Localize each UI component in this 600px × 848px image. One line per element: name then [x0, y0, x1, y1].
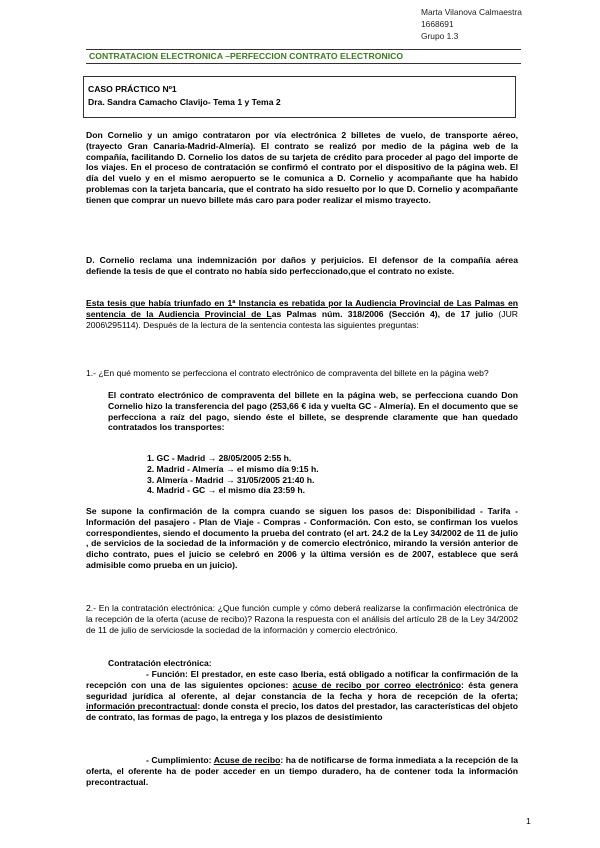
flight-item: 2. Madrid - Almería → el mismo día 9:15 h. — [147, 463, 319, 474]
funcion-paragraph — [86, 669, 518, 723]
cumplimiento-end: : ha de notificarse de forma inmediata a la recepción de la oferta, el oferente ha de poder acceder en un tiempo duradero, ha de contener toda la información precontractual. — [86, 755, 518, 787]
cumplimiento-term: Acuse de recibo — [213, 755, 281, 765]
answer-1: El contrato electrónico de compraventa del billete en la página web, se perfecciona cuando Don Cornelio hizo la transferencia del pago (253,66 € ida y vuelta GC - Almería). En el documento que se perfecciona a raíz del pago, siendo éste el billete, se desprende claramente que han quedado contratados los transportes: — [108, 390, 518, 433]
funcion-lead: - Función: El prestador, en este caso Iberia, está obligado a notificar la confirmación de la recepción con una de las siguientes opciones: — [86, 669, 518, 690]
ruling-paragraph — [86, 298, 518, 330]
confirmation-paragraph: Se supone la confirmación de la compra cuando se siguen los pasos de: Disponibilidad - Tarifa - Información del pasajero - Plan de Viaje - Compras - Conformación. Con esto, se confirman los vuelos correspondientes, siendo el documento la prueba del contrato (el art. 24.2 de la Ley 34/2002 de 11 de julio , de servicios de la sociedad de la información y de comercio electrónico, mirando la versión anterior de dicho contrato, pues el juicio se celebró en 2006 y la última versión es de 2007, establece que será admisible como prueba en un juicio). — [86, 506, 518, 570]
author-name: Marta Vilanova Calmaestra — [421, 7, 522, 17]
funcion-end: : donde consta el precio, los datos del prestador, las características del objeto de contrato, las formas de pago, la entrega y los plazos de desistimiento — [86, 701, 518, 723]
cumplimiento-paragraph — [86, 755, 518, 787]
page-number: 1 — [526, 816, 531, 826]
funcion-option-2: información precontractual — [86, 701, 198, 712]
question-2: 2.- En la contratación electrónica: ¿Que función cumple y cómo deberá realizarse la confirmación electrónica de la recepción de la oferta (acuse de recibo)? Razona la respuesta con el análisis del artículo 28 de la Ley 34/2002 de 11 de julio de serviciosde la sociedad de la información y comercio electrónico. — [86, 603, 518, 635]
page-header — [421, 6, 522, 43]
ruling-bold: as Palmas núm. 318/2006 (Sección 4), de 17 julio — [271, 308, 494, 319]
section-title: Contratación electrónica: — [108, 658, 212, 668]
question-1: 1.- ¿En qué momento se perfecciona el contrato electrónico de compraventa del billete en la página web? — [86, 368, 489, 378]
flight-item: 3. Almería - Madrid → 31/05/2005 21:40 h. — [147, 474, 315, 485]
case-subtitle: Dra. Sandra Camacho Clavijo- Tema 1 y Tema 2 — [88, 97, 281, 107]
cumplimiento-lead: - Cumplimiento: — [146, 755, 214, 765]
flight-item: 4. Madrid - GC → el mismo día 23:59 h. — [147, 485, 306, 496]
funcion-option-1: acuse de recibo por correo electrónico — [292, 679, 462, 690]
ruling-normal: (JUR 2006\295114). Después de la lectura de la sentencia contesta las siguientes preguntas: — [86, 308, 518, 330]
flight-list — [147, 453, 319, 496]
group-label: Grupo 1.3 — [421, 31, 459, 42]
flight-item: 1. GC - Madrid → 28/05/2005 2:55 h. — [147, 453, 292, 463]
student-id: 1668691 — [421, 19, 454, 30]
case-title: CASO PRÁCTICO Nº1 — [88, 84, 177, 94]
document-banner: CONTRATACION ELECTRONICA –PERFECCION CONTRATO ELECTRONICO — [86, 49, 521, 64]
ruling-underlined: Esta tesis que había triunfado en 1ª Instancia es rebatida por la Audiencia Provincial de Las Palmas en sentencia de la Audiencia Provincial de L — [86, 298, 518, 319]
funcion-mid: : ésta genera seguridad jurídica al oferente, al dejar constancia de la fecha y hora de recepción de la oferta; — [86, 679, 518, 701]
claim-paragraph: D. Cornelio reclama una indemnización por daños y perjuicios. El defensor de la compañía aérea defiende la tesis de que el contrato no había sido perfeccionado,que el contrato no existe. — [86, 255, 518, 276]
case-title-box — [83, 76, 516, 118]
case-statement: Don Cornelio y un amigo contrataron por vía electrónica 2 billetes de vuelo, de transporte aéreo, (trayecto Gran Canaria-Madrid-Almería). El contrato se realizó por medio de la página web de la compañía, facilitando D. Cornelio los datos de su tarjeta de crédito para proceder al pago del importe de los viajes. En el proceso de contratación se confirmó el contrato por el dispositivo de la página web. El día del vuelo y en el mismo aeropuerto se le comunica a D. Cornelio y acompañante que ha habido problemas con la tarjeta bancaria, que el contrato ha sido resuelto por lo que D. Cornelio y acompañante tienen que comprar un nuevo billete más caro para poder realizar el mismo trayecto. — [86, 130, 518, 205]
